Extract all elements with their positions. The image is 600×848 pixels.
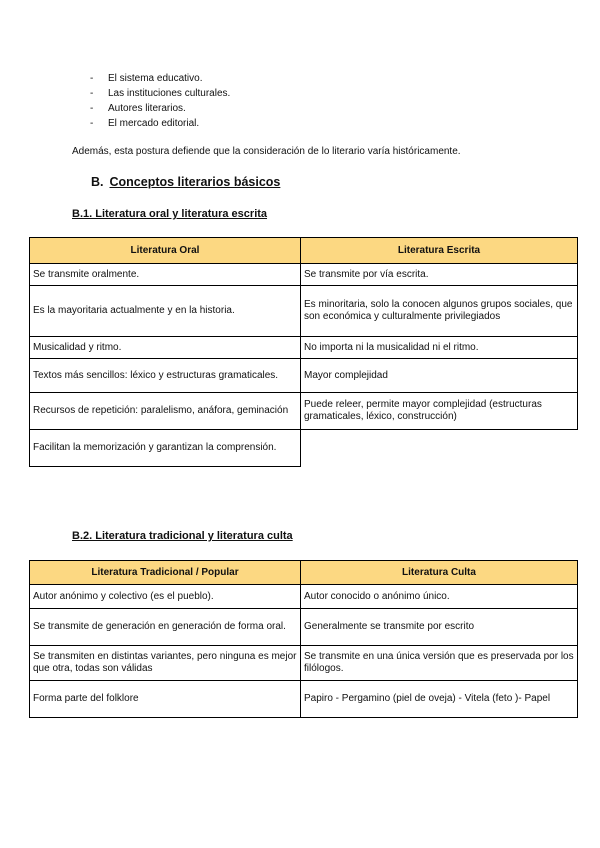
- table-cell: Recursos de repetición: paralelismo, anáfora, geminación: [30, 393, 301, 430]
- table-cell: Se transmiten en distintas variantes, pero ninguna es mejor que otra, todas son válidas: [30, 646, 301, 681]
- bullet-marker: -: [90, 73, 94, 84]
- list-item: [90, 86, 230, 101]
- bullet-marker: -: [90, 88, 94, 99]
- bullet-list: [90, 71, 230, 131]
- table-row: [30, 681, 578, 718]
- oral-written-table: [29, 237, 578, 467]
- table-cell: Es minoritaria, solo la conocen algunos grupos sociales, que son económica y culturalmente privilegiados: [301, 286, 578, 337]
- table-cell: Es la mayoritaria actualmente y en la historia.: [30, 286, 301, 337]
- table-cell: Se transmite por vía escrita.: [301, 264, 578, 286]
- header-written: Literatura Escrita: [301, 238, 578, 264]
- table-cell: Se transmite en una única versión que es preservada por los filólogos.: [301, 646, 578, 681]
- list-item-text: El sistema educativo.: [108, 73, 203, 84]
- section-title: Conceptos literarios básicos: [109, 175, 281, 189]
- header-oral: Literatura Oral: [30, 238, 301, 264]
- bullet-marker: -: [90, 118, 94, 129]
- table-cell: No importa ni la musicalidad ni el ritmo.: [301, 337, 578, 359]
- bullet-marker: -: [90, 103, 94, 114]
- subsection-1-title: B.1. Literatura oral y literatura escrita: [72, 208, 268, 220]
- table-row: [30, 359, 578, 393]
- table-row: [30, 430, 578, 467]
- table-cell: Musicalidad y ritmo.: [30, 337, 301, 359]
- table-row: [30, 609, 578, 646]
- list-item-text: El mercado editorial.: [108, 118, 200, 129]
- table-row: [30, 264, 578, 286]
- list-item: [90, 116, 230, 131]
- table-row: [30, 286, 578, 337]
- table-cell: Textos más sencillos: léxico y estructuras gramaticales.: [30, 359, 301, 393]
- table-cell: Forma parte del folklore: [30, 681, 301, 718]
- table-cell: Autor anónimo y colectivo (es el pueblo).: [30, 585, 301, 609]
- table-row: [30, 393, 578, 430]
- table-header-row: [30, 561, 578, 585]
- table-cell: Facilitan la memorización y garantizan la comprensión.: [30, 430, 301, 467]
- table-cell: Mayor complejidad: [301, 359, 578, 393]
- table-header-row: [30, 238, 578, 264]
- table-row: [30, 646, 578, 681]
- subsection-2-title: B.2. Literatura tradicional y literatura culta: [72, 530, 293, 542]
- table-row: [30, 585, 578, 609]
- section-letter: B.: [91, 175, 104, 189]
- list-item-text: Autores literarios.: [108, 103, 186, 114]
- table-cell: Se transmite oralmente.: [30, 264, 301, 286]
- list-item: [90, 71, 230, 86]
- table-cell-empty: [301, 430, 578, 467]
- table-row: [30, 337, 578, 359]
- intro-paragraph: Además, esta postura defiende que la consideración de lo literario varía históricamente.: [72, 146, 461, 157]
- list-item-text: Las instituciones culturales.: [108, 88, 231, 99]
- table-cell: Puede releer, permite mayor complejidad (estructuras gramaticales, léxico, construcción): [301, 393, 578, 430]
- traditional-cult-table: [29, 560, 578, 718]
- list-item: [90, 101, 230, 116]
- table-cell: Generalmente se transmite por escrito: [301, 609, 578, 646]
- header-traditional: Literatura Tradicional / Popular: [30, 561, 301, 585]
- table-cell: Papiro - Pergamino (piel de oveja) - Vitela (feto )- Papel: [301, 681, 578, 718]
- section-heading: [91, 175, 280, 189]
- table-cell: Se transmite de generación en generación de forma oral.: [30, 609, 301, 646]
- table-cell: Autor conocido o anónimo único.: [301, 585, 578, 609]
- header-cult: Literatura Culta: [301, 561, 578, 585]
